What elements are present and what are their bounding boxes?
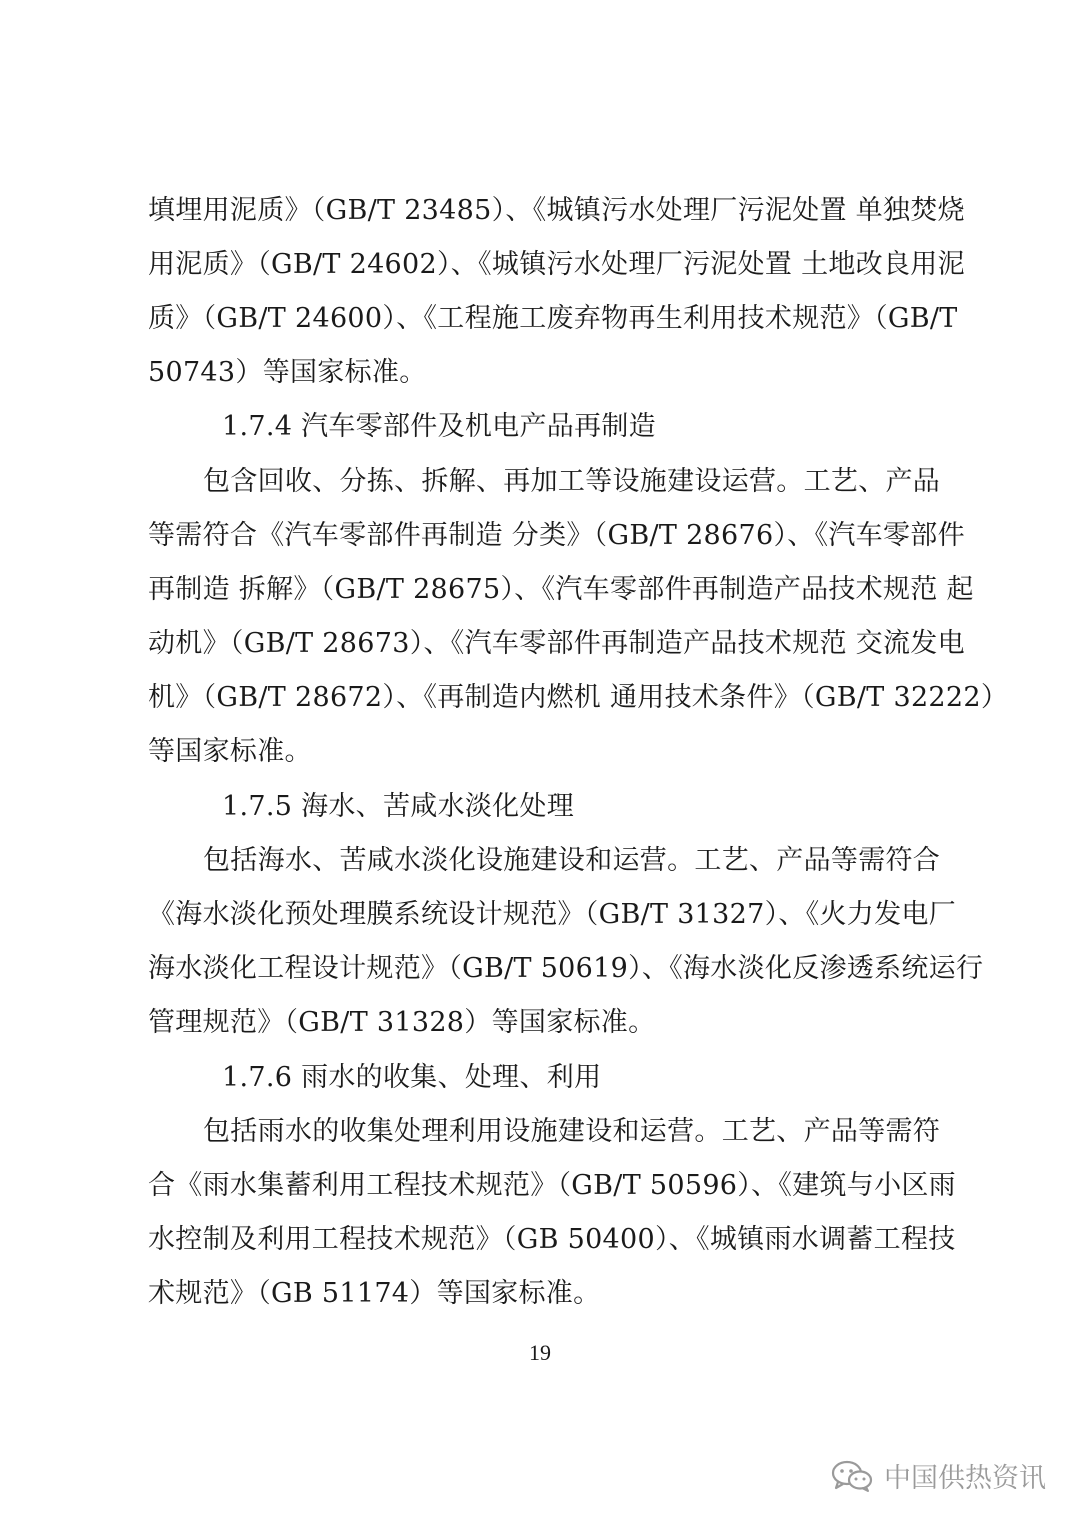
body-text-line: 50743）等国家标准。 bbox=[148, 357, 427, 388]
body-text-line: 质》（GB/T 24600）、《工程施工废弃物再生利用技术规范》（GB/T bbox=[148, 303, 958, 334]
body-text-line: 等国家标准。 bbox=[148, 736, 312, 767]
section-heading-1-7-4: 1.7.4 汽车零部件及机电产品再制造 bbox=[222, 411, 656, 442]
body-text-line: 包括雨水的收集处理利用设施建设和运营。工艺、产品等需符 bbox=[203, 1116, 941, 1147]
section-heading-1-7-5: 1.7.5 海水、苦咸水淡化处理 bbox=[222, 791, 575, 822]
body-text-line: 包括海水、苦咸水淡化设施建设和运营。工艺、产品等需符合 bbox=[203, 845, 941, 876]
body-text-line: 管理规范》（GB/T 31328）等国家标准。 bbox=[148, 1007, 656, 1038]
body-text-line: 再制造 拆解》（GB/T 28675）、《汽车零部件再制造产品技术规范 起 bbox=[148, 574, 974, 605]
body-text-line: 动机》（GB/T 28673）、《汽车零部件再制造产品技术规范 交流发电 bbox=[148, 628, 965, 659]
body-text-line: 海水淡化工程设计规范》（GB/T 50619）、《海水淡化反渗透系统运行 bbox=[148, 953, 984, 984]
watermark-label: 中国供热资讯 bbox=[884, 1463, 1046, 1494]
body-text-line: 等需符合《汽车零部件再制造 分类》（GB/T 28676）、《汽车零部件 bbox=[148, 520, 965, 551]
body-text-line: 填埋用泥质》（GB/T 23485）、《城镇污水处理厂污泥处置 单独焚烧 bbox=[148, 195, 965, 226]
body-text-line: 包含回收、分拣、拆解、再加工等设施建设运营。工艺、产品 bbox=[203, 466, 941, 497]
body-text-line: 《海水淡化预处理膜系统设计规范》（GB/T 31327）、《火力发电厂 bbox=[148, 899, 956, 930]
body-text-line: 用泥质》（GB/T 24602）、《城镇污水处理厂污泥处置 土地改良用泥 bbox=[148, 249, 965, 280]
wechat-icon bbox=[830, 1459, 874, 1493]
body-text-line: 水控制及利用工程技术规范》（GB 50400）、《城镇雨水调蓄工程技 bbox=[148, 1224, 956, 1255]
watermark bbox=[830, 1456, 1046, 1495]
body-text-line: 合《雨水集蓄利用工程技术规范》（GB/T 50596）、《建筑与小区雨 bbox=[148, 1170, 956, 1201]
section-heading-1-7-6: 1.7.6 雨水的收集、处理、利用 bbox=[222, 1062, 602, 1093]
body-text-line: 术规范》（GB 51174）等国家标准。 bbox=[148, 1278, 601, 1309]
body-text-line: 机》（GB/T 28672）、《再制造内燃机 通用技术条件》（GB/T 32222） bbox=[148, 682, 1009, 713]
page-number: 19 bbox=[529, 1340, 551, 1365]
